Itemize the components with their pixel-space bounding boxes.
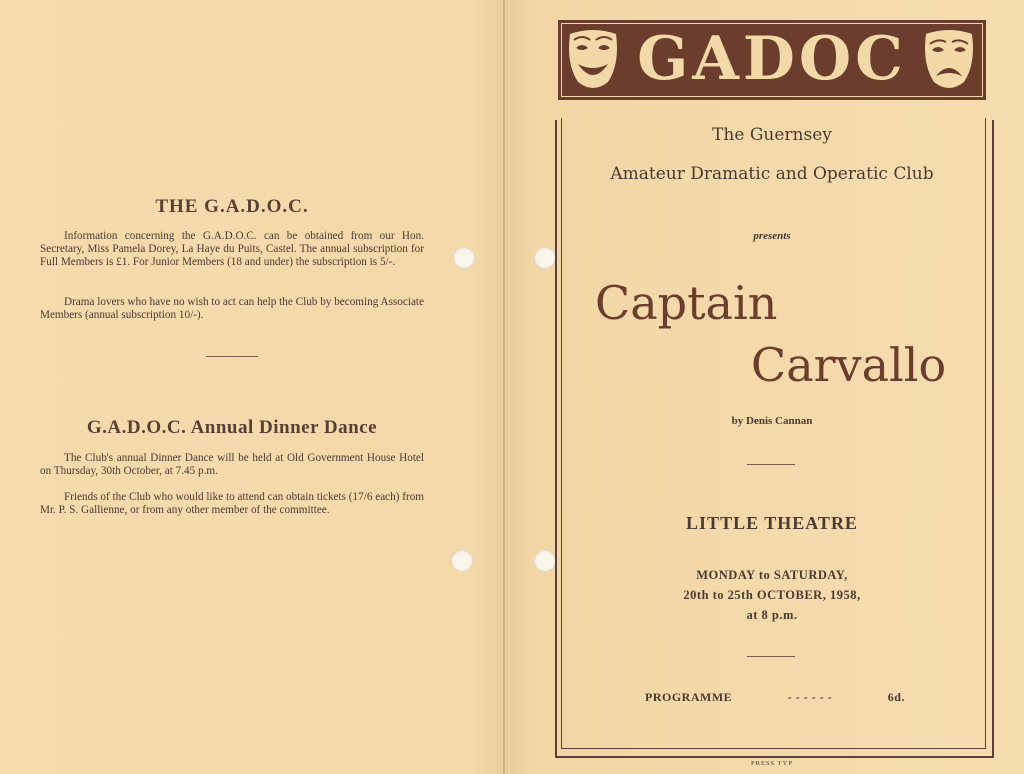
- play-title-line1: Captain: [595, 276, 778, 330]
- punch-hole: [534, 550, 556, 572]
- title-divider: [747, 464, 795, 465]
- gadoc-section-heading: THE G.A.D.O.C.: [155, 196, 309, 217]
- tickets-paragraph: Friends of the Club who would like to attend can obtain tickets (17/6 each) from Mr. P. S. Gallienne, or from any other member of the committee.: [40, 491, 424, 516]
- punch-hole: [451, 550, 473, 572]
- left-page: [0, 0, 505, 774]
- banner-title: GADOC: [637, 24, 907, 94]
- programme-price-line: [645, 690, 905, 705]
- section-divider: [206, 356, 258, 357]
- presents-label: presents: [753, 230, 791, 242]
- punch-hole: [534, 247, 556, 269]
- venue-name: LITTLE THEATRE: [686, 513, 858, 533]
- playwright-byline: by Denis Cannan: [731, 415, 813, 427]
- gadoc-banner: [558, 20, 986, 100]
- dates-line2: 20th to 25th OCTOBER, 1958,: [683, 588, 861, 602]
- tragedy-mask-icon: [920, 26, 978, 94]
- dinner-dance-paragraph: The Club's annual Dinner Dance will be held at Old Government House Hotel on Thursday, 30th October, at 7.45 p.m.: [40, 452, 424, 477]
- programme-label: PROGRAMME: [645, 690, 733, 704]
- inner-frame: [561, 118, 986, 749]
- club-name-line2: Amateur Dramatic and Operatic Club: [610, 164, 934, 184]
- play-title-line2: Carvallo: [751, 338, 947, 392]
- programme-dots: - - - - - -: [787, 690, 833, 704]
- programme-price: 6d.: [887, 690, 905, 704]
- comedy-mask-icon: [564, 26, 622, 94]
- right-page: [505, 0, 1024, 774]
- performance-time: at 8 p.m.: [746, 608, 798, 622]
- associate-members-paragraph: Drama lovers who have no wish to act can help the Club by becoming Associate Members (annual subscription 10/-).: [40, 296, 424, 321]
- gadoc-info-paragraph: Information concerning the G.A.D.O.C. can be obtained from our Hon. Secretary, Miss Pamela Dorey, La Haye du Puits, Castel. The annual subscription for Full Members is £1. For Junior Members (18 and under) the subscription is 5/-.: [40, 230, 424, 268]
- dates-divider: [747, 656, 795, 657]
- dates-line1: MONDAY to SATURDAY,: [696, 568, 848, 582]
- club-name-line1: The Guernsey: [712, 125, 832, 145]
- dinner-dance-heading: G.A.D.O.C. Annual Dinner Dance: [86, 417, 378, 438]
- printer-credit: PRESS TYP: [751, 760, 793, 767]
- punch-hole: [453, 247, 475, 269]
